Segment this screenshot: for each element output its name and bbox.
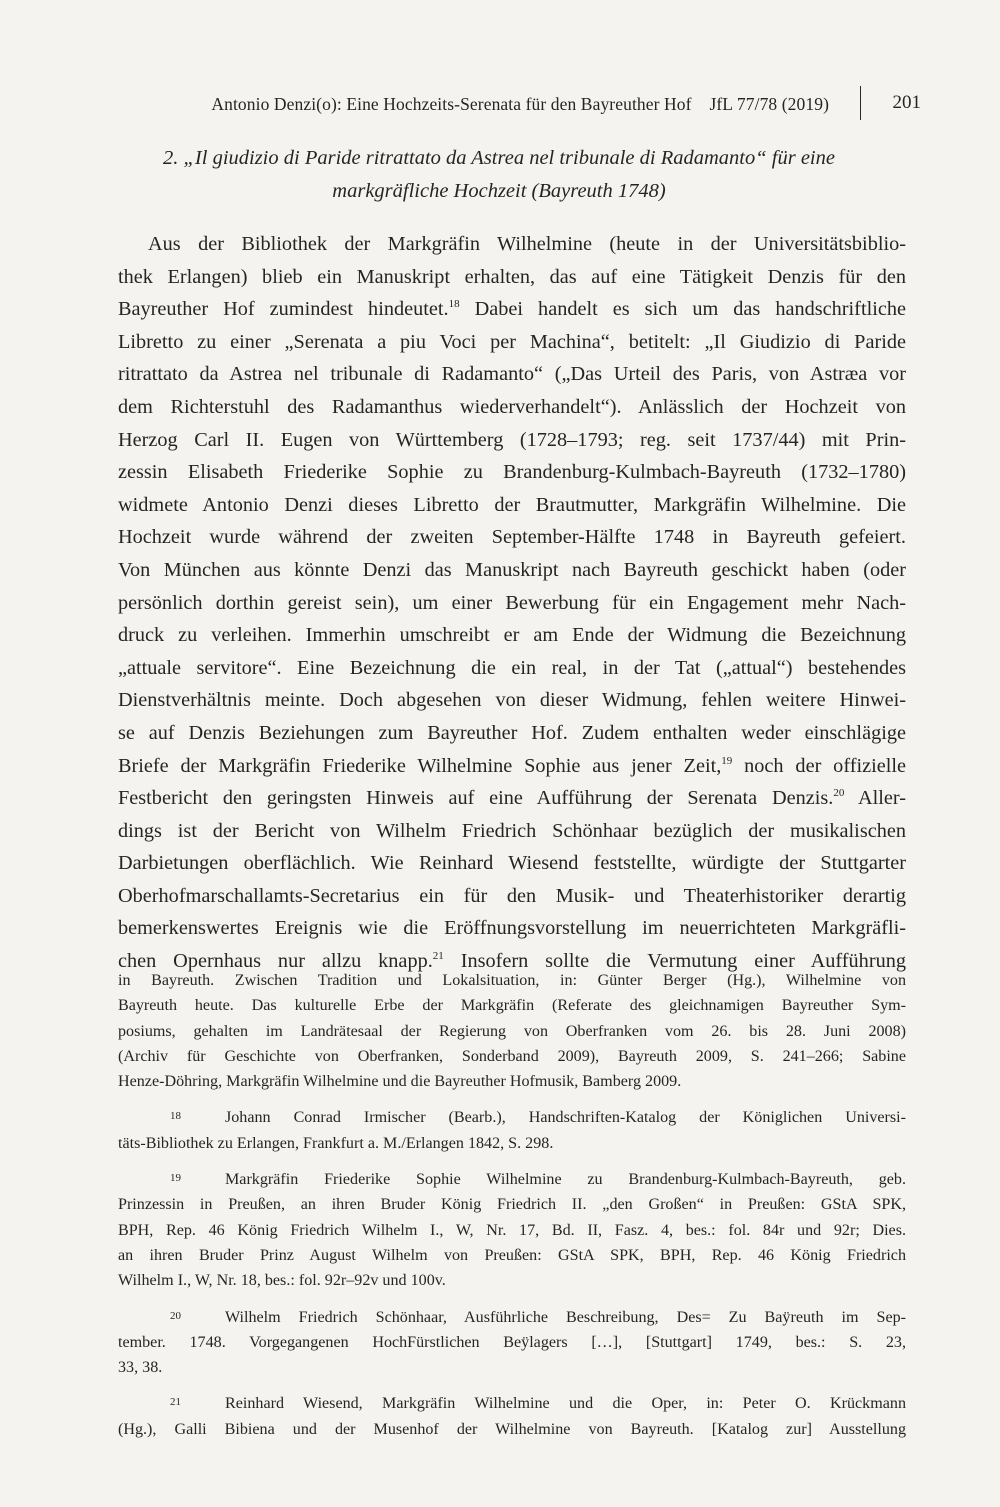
running-title-text: Antonio Denzi(o): Eine Hochzeits-Serenata für den Bayreuther Hof — [211, 94, 692, 114]
footnote-text: Johann Conrad Irmischer (Bearb.), Handschriften-Katalog der Königlichen Universi- — [225, 1109, 906, 1127]
footnote-continued — [118, 968, 906, 1094]
footnote-line: Bayreuth heute. Das kulturelle Erbe der Markgräfin (Referate des gleichnamigen Bayreuther Sym- — [118, 997, 906, 1015]
body-text: noch der offizielle — [732, 754, 906, 777]
body-line: Von München aus könnte Denzi das Manuskript nach Bayreuth geschickt haben (oder — [118, 558, 906, 581]
body-line — [118, 782, 906, 815]
body-text: chen Opernhaus nur allzu knapp. — [118, 950, 433, 973]
footnote-line — [118, 1390, 906, 1416]
body-line: persönlich dorthin gereist sein), um einer Bewerbung für ein Engagement mehr Nach- — [118, 591, 906, 614]
footnote-21 — [118, 1390, 906, 1442]
body-line: „attuale servitore“. Eine Bezeichnung die ein real, in der Tat („attual“) bestehendes — [118, 656, 906, 679]
footnote-line: 33, 38. — [118, 1359, 163, 1377]
footnote-text: Wilhelm Friedrich Schönhaar, Ausführliche Beschreibung, Des= Zu Baÿreuth im Sep- — [225, 1308, 906, 1326]
body-text: Festbericht den geringsten Hinweis auf eine Aufführung der Serenata Denzis. — [118, 787, 834, 810]
body-text: Insofern sollte die Vermutung einer Aufführung — [443, 950, 906, 973]
body-text: Dabei handelt es sich um das handschriftliche — [459, 298, 906, 321]
footnote-line: (Hg.), Galli Bibiena und der Musenhof der Wilhelmine von Bayreuth. [Katalog zur] Ausstellung — [118, 1420, 906, 1438]
footnote-number: 21 — [170, 1396, 181, 1409]
body-paragraph — [118, 228, 906, 978]
footnote-line — [118, 1166, 906, 1192]
journal-citation: JfL 77/78 (2019) — [709, 94, 829, 114]
footnote-20 — [118, 1304, 906, 1381]
body-line: Hochzeit wurde während der zweiten September-Hälfte 1748 in Bayreuth gefeiert. — [118, 526, 906, 549]
footnote-line: tember. 1748. Vorgegangenen HochFürstlichen Beÿlagers […], [Stuttgart] 1749, bes.: S. 23, — [118, 1333, 906, 1351]
footnote-number: 20 — [170, 1309, 181, 1322]
footnote-text: Reinhard Wiesend, Markgräfin Wilhelmine und die Oper, in: Peter O. Krückmann — [225, 1395, 906, 1413]
running-title — [211, 94, 829, 115]
footnote-text: Markgräfin Friederike Sophie Wilhelmine zu Brandenburg-Kulmbach-Bayreuth, geb. — [225, 1171, 906, 1189]
heading-line: markgräfliche Hochzeit (Bayreuth 1748) — [332, 180, 666, 202]
footnote-ref-18[interactable]: 18 — [448, 298, 460, 311]
footnote-line: Prinzessin in Preußen, an ihren Bruder König Friedrich II. „den Großen“ in Preußen: GStA SPK, — [118, 1196, 906, 1214]
footnote-number: 18 — [170, 1110, 181, 1123]
body-line: Dienstverhältnis meinte. Doch abgesehen von dieser Widmung, fehlen weitere Hinwei- — [118, 689, 906, 712]
page-number: 201 — [892, 92, 921, 113]
footnote-line: in Bayreuth. Zwischen Tradition und Lokalsituation, in: Günter Berger (Hg.), Wilhelmine von — [118, 972, 906, 989]
footnote-18 — [118, 1104, 906, 1156]
body-line: Herzog Carl II. Eugen von Württemberg (1728–1793; reg. seit 1737/44) mit Prin- — [118, 428, 906, 451]
footnote-ref-19[interactable]: 19 — [721, 754, 733, 767]
section-heading — [118, 142, 880, 208]
body-text: Aller- — [844, 787, 906, 810]
running-header — [130, 86, 925, 120]
footnote-line: an ihren Bruder Prinz August Wilhelm von Preußen: GStA SPK, BPH, Rep. 46 König Friedrich — [118, 1246, 906, 1264]
heading-line: 2. „Il giudizio di Paride ritrattato da Astrea nel tribunale di Radamanto“ für eine — [163, 147, 835, 169]
body-line: Aus der Bibliothek der Markgräfin Wilhelmine (heute in der Universitätsbiblio- — [148, 233, 906, 255]
footnotes — [118, 968, 906, 1442]
body-text: Briefe der Markgräfin Friederike Wilhelmine Sophie aus jener Zeit, — [118, 754, 722, 777]
body-line: ritrattato da Astrea nel tribunale di Radamanto“ („Das Urteil des Paris, von Astræa vor — [118, 363, 906, 386]
body-line: Darbietungen oberflächlich. Wie Reinhard Wiesend feststellte, würdigte der Stuttgarter — [118, 852, 906, 875]
footnote-number: 19 — [170, 1172, 181, 1185]
body-line: Oberhofmarschallamts-Secretarius ein für den Musik- und Theaterhistoriker derartig — [118, 884, 906, 907]
body-line: druck zu verleihen. Immerhin umschreibt er am Ende der Widmung die Bezeichnung — [118, 624, 906, 647]
footnote-line: posiums, gehalten im Landrätesaal der Regierung von Oberfranken vom 26. bis 28. Juni 2008) — [118, 1022, 906, 1040]
footnote-line: Henze-Döhring, Markgräfin Wilhelmine und die Bayreuther Hofmusik, Bamberg 2009. — [118, 1073, 682, 1091]
footnote-ref-20[interactable]: 20 — [833, 787, 845, 800]
footnote-line: (Archiv für Geschichte von Oberfranken, Sonderband 2009), Bayreuth 2009, S. 241–266; Sabine — [118, 1047, 906, 1065]
footnote-line: Wilhelm I., W, Nr. 18, bes.: fol. 92r–92v und 100v. — [118, 1272, 446, 1290]
body-line: dings ist der Bericht von Wilhelm Friedrich Schönhaar bezüglich der musikalischen — [118, 819, 906, 842]
body-line — [118, 293, 906, 326]
footnote-line: BPH, Rep. 46 König Friedrich Wilhelm I., W, Nr. 17, Bd. II, Fasz. 4, bes.: fol. 84r und 92r; Dies. — [118, 1221, 906, 1239]
body-line: widmete Antonio Denzi dieses Libretto der Brautmutter, Markgräfin Wilhelmine. Die — [118, 493, 906, 516]
footnote-19 — [118, 1166, 906, 1293]
body-line: dem Richterstuhl des Radamanthus wiederverhandelt“). Anlässlich der Hochzeit von — [118, 395, 906, 418]
footnote-ref-21[interactable]: 21 — [432, 950, 444, 963]
body-line: bemerkenswertes Ereignis wie die Eröffnungsvorstellung im neuerrichteten Markgräfli- — [118, 917, 906, 940]
footnote-line — [118, 1304, 906, 1330]
body-line: thek Erlangen) blieb ein Manuskript erhalten, das auf eine Tätigkeit Denzis für den — [118, 265, 906, 288]
body-text: Bayreuther Hof zumindest hindeutet. — [118, 298, 449, 321]
body-line: zessin Elisabeth Friederike Sophie zu Brandenburg-Kulmbach-Bayreuth (1732–1780) — [118, 461, 906, 484]
footnote-line — [118, 1104, 906, 1130]
body-line — [118, 750, 906, 783]
body-line: Libretto zu einer „Serenata a piu Voci per Machina“, betitelt: „Il Giudizio di Paride — [118, 330, 906, 353]
body-line: se auf Denzis Beziehungen zum Bayreuther Hof. Zudem enthalten weder einschlägige — [118, 721, 906, 744]
footnote-line: täts-Bibliothek zu Erlangen, Frankfurt a. M./Erlangen 1842, S. 298. — [118, 1134, 554, 1152]
header-divider — [860, 86, 861, 120]
